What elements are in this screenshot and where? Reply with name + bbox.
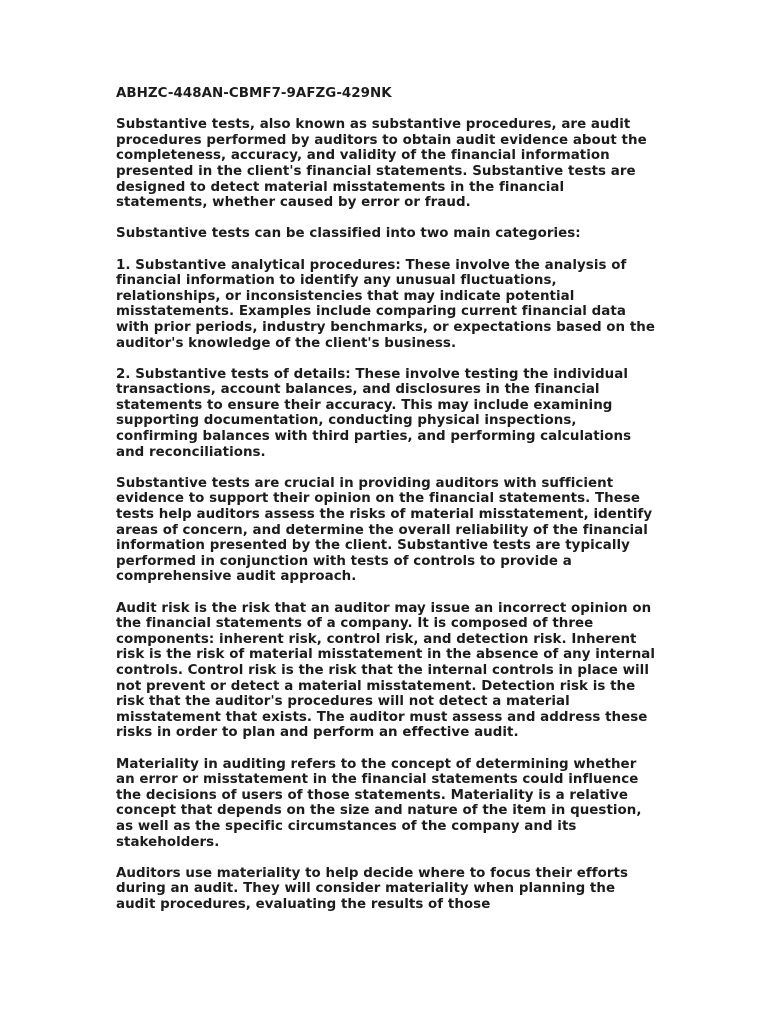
document-body — [116, 86, 656, 928]
paragraph-audit-risk: Audit risk is the risk that an auditor may issue an incorrect opinion on the financial statements of a company. It is composed of three components: inherent risk, control risk, and detection risk. Inherent risk is the risk of material misstatement in the absence of any internal controls. Control risk is the risk that the internal controls in place will not prevent or detect a material misstatement. Detection risk is the risk that the auditor's procedures will not detect a material misstatement that exists. The auditor must assess and address these risks in order to plan and perform an effective audit. — [116, 600, 656, 741]
paragraph-materiality-use: Auditors use materiality to help decide where to focus their efforts during an audit. They will consider materiality when planning the audit procedures, evaluating the results of those — [116, 865, 628, 912]
paragraph-importance: Substantive tests are crucial in providing auditors with sufficient evidence to support their opinion on the financial statements. These tests help auditors assess the risks of material misstatement, identify areas of concern, and determine the overall reliability of the financial information presented by the client. Substantive tests are typically performed in conjunction with tests of controls to provide a comprehensive audit approach. — [116, 475, 653, 585]
paragraph-substantive-tests-definition: Substantive tests, also known as substantive procedures, are audit procedures performed by auditors to obtain audit evidence about the completeness, accuracy, and validity of the financial information presented in the client's financial statements. Substantive tests are designed to detect material misstatements in the financial statements, whether caused by error or fraud. — [116, 117, 647, 211]
document-id: ABHZC-448AN-CBMF7-9AFZG-429NK — [116, 86, 392, 101]
paragraph-materiality: Materiality in auditing refers to the concept of determining whether an error or misstatement in the financial statements could influence the decisions of users of those statements. Materiality is a relative concept that depends on the size and nature of the item in question, as well as the specific circumstances of the company and its stakeholders. — [116, 756, 642, 850]
paragraph-analytical-procedures: 1. Substantive analytical procedures: These involve the analysis of financial information to identify any unusual fluctuations, relationships, or inconsistencies that may indicate potential misstatements. Examples include comparing current financial data with prior periods, industry benchmarks, or expectations based on the auditor's knowledge of the client's business. — [116, 257, 656, 351]
paragraph-tests-of-details: 2. Substantive tests of details: These involve testing the individual transactions, account balances, and disclosures in the financial statements to ensure their accuracy. This may include examining supporting documentation, conducting physical inspections, confirming balances with third parties, and performing calculations and reconciliations. — [116, 366, 632, 460]
paragraph-categories-intro: Substantive tests can be classified into two main categories: — [116, 226, 581, 242]
